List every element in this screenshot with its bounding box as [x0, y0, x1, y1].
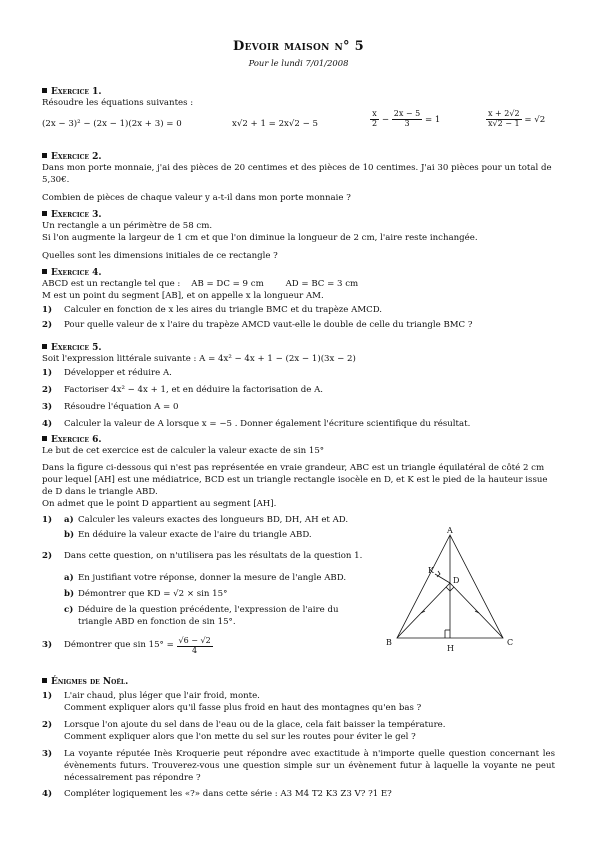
list-item: 2) Dans cette question, on n'utilisera pas les résultats de la question 1.	[42, 551, 363, 562]
equation-4: $\frac{x + 2√2}{x√2 - 1}$ = √2	[488, 109, 546, 129]
exercise-2-text: Dans mon porte monnaie, j'ai des pièces de 20 centimes et des pièces de 10 centimes. J'ai 30 pièces pour un total de 5,30€.	[42, 163, 552, 186]
list-item: 1) L'air chaud, plus léger que l'air froid, monte. Comment expliquer alors qu'il fasse plus froid en haut des montagnes qu'en bas ?	[42, 691, 422, 714]
list-item: 1) Calculer en fonction de x les aires du triangle BMC et du trapèze AMCD.	[42, 305, 383, 316]
segment-cd	[450, 583, 503, 638]
exercise-5-heading: Exercice 5.	[42, 342, 555, 354]
exercise-1	[42, 86, 555, 134]
list-item: c) Déduire de la question précédente, l'expression de l'aire du triangle ABD en fonction de sin 15°.	[64, 605, 339, 627]
exercise-1-heading: Exercice 1.	[42, 86, 555, 98]
exercise-4	[42, 267, 555, 332]
list-item: 1) a) Calculer les valeurs exactes des longueurs BD, DH, AH et AD.	[42, 514, 349, 525]
exercise-3-line-2: Si l'on augmente la largeur de 1 cm et que l'on diminue la longueur de 2 cm, l'aire reste inchangée.	[42, 233, 478, 244]
bullet-square-icon	[42, 211, 47, 216]
exercise-2-heading: Exercice 2.	[42, 151, 555, 163]
page-subtitle: Pour le lundi 7/01/2008	[248, 58, 349, 68]
label-b: B	[386, 638, 392, 647]
list-item: a) En justifiant votre réponse, donner la mesure de l'angle ABD.	[64, 573, 347, 584]
page-title: Devoir maison n° 5	[233, 39, 364, 54]
list-item: b) En déduire la valeur exacte de l'aire du triangle ABD.	[64, 529, 312, 540]
exercise-6-assumption: On admet que le point D appartient au segment [AH].	[42, 498, 277, 509]
triangle-figure	[372, 525, 562, 660]
list-item: 2) Lorsque l'on ajoute du sel dans de l'eau ou de la glace, cela fait baisser la température. Comment expliquer alors que l'on mette du sel sur les routes pour éviter le gel ?	[42, 720, 446, 742]
exercise-4-line-1: ABCD est un rectangle tel que : AB = DC = 9 cm AD = BC = 3 cm	[42, 279, 359, 290]
segment-dk	[435, 574, 450, 583]
bullet-square-icon	[42, 88, 47, 93]
label-h: H	[447, 644, 454, 653]
label-c: C	[507, 638, 514, 647]
equation-3: $\frac{x}{2}$ − $\frac{2x - 5}{3}$ = 1	[372, 109, 441, 129]
exercise-3	[42, 209, 555, 263]
list-item: 3) La voyante réputée Inès Kroquerie peut répondre avec exactitude à n'importe quelle question concernant les évènements futurs. Trouverez-vous une question simple sur un évènement futur à laquelle la voyante ne peut nécessairement pas répondre ?	[42, 748, 555, 783]
list-item: b) Démontrer que KD = √2 × sin 15°	[64, 589, 228, 600]
exercise-6-heading: Exercice 6.	[42, 434, 555, 446]
list-item: 1) Développer et réduire A.	[42, 368, 172, 379]
bullet-square-icon	[42, 436, 47, 441]
exercise-6-description: Dans la figure ci-dessous qui n'est pas représentée en vraie grandeur, ABC est un triangle équilatéral de côté 2 cm pour lequel [AH] est une médiatrice, BCD est un triangle rectangle isocèle en D, et K est le pied de la hauteur issue de D dans le triangle ABD.	[42, 463, 548, 497]
exercise-6-goal: Le but de cet exercice est de calculer la valeur exacte de sin 15°	[42, 446, 325, 457]
exercise-5	[42, 342, 555, 431]
label-k: K	[428, 566, 434, 575]
list-item: 4) Compléter logiquement les «?» dans cette série : A3 M4 T2 K3 Z3 V? ?1 E?	[42, 789, 392, 800]
noel-riddles	[42, 676, 555, 801]
exercise-2	[42, 151, 555, 205]
equation-1: (2x − 3)² − (2x − 1)(2x + 3) = 0	[42, 119, 182, 130]
exercise-6-questions	[42, 515, 372, 656]
segment-bd	[397, 583, 450, 638]
list-item: 2) Factoriser 4x² − 4x + 1, et en déduire la factorisation de A.	[42, 385, 324, 396]
exercise-3-question: Quelles sont les dimensions initiales de ce rectangle ?	[42, 251, 278, 262]
exercise-5-expression: Soit l'expression littérale suivante : A = 4x² − 4x + 1 − (2x − 1)(3x − 2)	[42, 354, 356, 365]
exercise-4-heading: Exercice 4.	[42, 267, 555, 279]
exercise-3-heading: Exercice 3.	[42, 209, 555, 221]
exercise-1-intro: Résoudre les équations suivantes :	[42, 98, 194, 109]
label-a: A	[447, 526, 453, 535]
noel-heading: Énigmes de Noël.	[42, 676, 555, 688]
list-item: 4) Calculer la valeur de A lorsque x = −5 . Donner également l'écriture scientifique du résultat.	[42, 418, 471, 429]
bullet-square-icon	[42, 153, 47, 158]
exercise-3-line-1: Un rectangle a un périmètre de 58 cm.	[42, 221, 213, 232]
exercise-4-line-2: M est un point du segment [AB], et on appelle x la longueur AM.	[42, 291, 324, 302]
bullet-square-icon	[42, 269, 47, 274]
equation-2: x√2 + 1 = 2x√2 − 5	[232, 119, 318, 130]
label-d: D	[453, 576, 460, 585]
list-item: 2) Pour quelle valeur de x l'aire du trapèze AMCD vaut-elle le double de celle du triangle BMC ?	[42, 319, 473, 330]
exercise-2-question: Combien de pièces de chaque valeur y a-t-il dans mon porte monnaie ?	[42, 193, 351, 204]
list-item: 3) Démontrer que sin 15° = $\frac{√6 - √2}{4}$	[42, 635, 211, 655]
bullet-square-icon	[42, 678, 47, 683]
bullet-square-icon	[42, 344, 47, 349]
equations-row	[42, 109, 555, 134]
list-item: 3) Résoudre l'équation A = 0	[42, 401, 179, 412]
